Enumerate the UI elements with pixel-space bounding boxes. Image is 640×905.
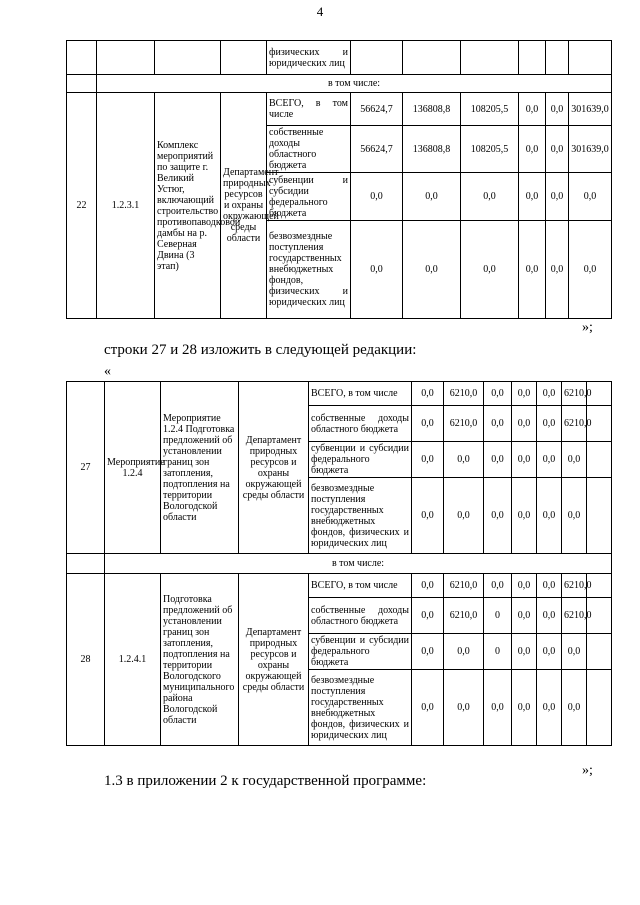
program-table-rows-27-28 (66, 381, 612, 746)
empty-cell (67, 41, 97, 75)
value-cell: 0,0 (444, 670, 484, 746)
source-label: субвенции и субсидии федерального бюджета (267, 173, 351, 221)
value-cell: 56624,7 (351, 126, 403, 173)
source-label: ВСЕГО, в том числе (267, 93, 351, 126)
source-label: субвенции и субсидии федерального бюджета (309, 442, 412, 478)
source-label: безвозмездные поступления государственных внебюджетных фондов, физических и юридических лиц (309, 670, 412, 746)
value-cell: 0,0 (412, 478, 444, 554)
value-cell: 0,0 (537, 598, 562, 634)
page-number: 4 (316, 4, 324, 19)
value-cell: 0,0 (537, 634, 562, 670)
value-cell: 0,0 (512, 406, 537, 442)
empty-cell (155, 41, 221, 75)
value-cell: 0,0 (519, 221, 546, 319)
value-cell: 0,0 (484, 406, 512, 442)
activity-name: Мероприятие 1.2.4 Подготовка предложений об установлении границ зон затопления, подтопления на территории Вологодской области (161, 382, 239, 554)
value-cell: 0,0 (569, 173, 612, 221)
empty-cell (587, 634, 612, 670)
value-cell: 6210,0 (562, 382, 587, 406)
empty-cell (67, 554, 105, 574)
source-label: ВСЕГО, в том числе (309, 382, 412, 406)
source-label: ВСЕГО, в том числе (309, 574, 412, 598)
value-cell: 0,0 (569, 221, 612, 319)
value-cell: 6210,0 (444, 574, 484, 598)
value-cell: 0,0 (484, 478, 512, 554)
value-cell: 6210,0 (562, 598, 587, 634)
value-cell: 0,0 (546, 93, 569, 126)
value-cell: 6210,0 (444, 598, 484, 634)
value-cell: 0,0 (519, 173, 546, 221)
value-cell: 0,0 (512, 478, 537, 554)
value-cell: 0,0 (412, 574, 444, 598)
value-cell: 0,0 (484, 670, 512, 746)
closing-quote: »; (582, 320, 593, 335)
empty-cell (351, 41, 403, 75)
source-label: собственные доходы областного бюджета (309, 598, 412, 634)
in-that-number-label: в том числе: (105, 554, 612, 574)
value-cell: 0,0 (519, 126, 546, 173)
value-cell: 0,0 (412, 406, 444, 442)
row-code: 1.2.4.1 (105, 574, 161, 746)
value-cell: 0,0 (444, 634, 484, 670)
empty-cell (67, 75, 97, 93)
value-cell: 0,0 (562, 634, 587, 670)
row-number: 22 (67, 93, 97, 319)
value-cell: 0,0 (484, 442, 512, 478)
empty-cell (461, 41, 519, 75)
value-cell: 0,0 (562, 670, 587, 746)
source-label: собственные доходы областного бюджета (309, 406, 412, 442)
value-cell: 56624,7 (351, 93, 403, 126)
source-label: собственные доходы областного бюджета (267, 126, 351, 173)
value-cell: 0,0 (461, 221, 519, 319)
value-cell: 6210,0 (562, 574, 587, 598)
value-cell: 0,0 (512, 442, 537, 478)
empty-cell (587, 478, 612, 554)
value-cell: 0,0 (512, 382, 537, 406)
value-cell: 0,0 (412, 598, 444, 634)
value-cell: 108205,5 (461, 126, 519, 173)
value-cell: 0,0 (512, 670, 537, 746)
executor: Департамент природных ресурсов и охраны окружающей среды области (239, 382, 309, 554)
opening-quote: « (104, 364, 111, 379)
value-cell: 0,0 (512, 598, 537, 634)
value-cell: 0 (484, 598, 512, 634)
row-code: 1.2.3.1 (97, 93, 155, 319)
value-cell: 0,0 (537, 442, 562, 478)
value-cell: 0,0 (351, 221, 403, 319)
value-cell: 6210,0 (444, 406, 484, 442)
in-that-number-label: в том числе: (97, 75, 612, 93)
value-cell: 0,0 (351, 173, 403, 221)
value-cell: 0,0 (519, 93, 546, 126)
executor: Департамент природных ресурсов и охраны окружающей среды области (239, 574, 309, 746)
activity-name: Подготовка предложений об установлении границ зон затопления, подтопления на территории Вологодского муниципального района Вологодской области (161, 574, 239, 746)
source-label: безвозмездные поступления государственных внебюджетных фондов, физических и юридических лиц (309, 478, 412, 554)
program-table-row-22 (66, 40, 612, 319)
closing-quote: »; (582, 763, 593, 778)
empty-cell (546, 41, 569, 75)
value-cell: 0,0 (562, 478, 587, 554)
paragraph-edit-rows: строки 27 и 28 изложить в следующей редакции: (104, 342, 417, 358)
value-cell: 0,0 (546, 173, 569, 221)
value-cell: 0,0 (512, 634, 537, 670)
value-cell: 0,0 (444, 478, 484, 554)
value-cell: 0,0 (484, 574, 512, 598)
value-cell: 0 (484, 634, 512, 670)
row-number: 27 (67, 382, 105, 554)
empty-cell (97, 41, 155, 75)
source-label: субвенции и субсидии федерального бюджета (309, 634, 412, 670)
value-cell: 0,0 (412, 442, 444, 478)
empty-cell (519, 41, 546, 75)
value-cell: 0,0 (537, 478, 562, 554)
row-code: Мероприятие 1.2.4 (105, 382, 161, 554)
value-cell: 0,0 (537, 382, 562, 406)
value-cell: 0,0 (412, 670, 444, 746)
value-cell: 0,0 (412, 634, 444, 670)
empty-cell (403, 41, 461, 75)
value-cell: 0,0 (403, 221, 461, 319)
empty-cell (587, 442, 612, 478)
empty-cell (587, 670, 612, 746)
value-cell: 0,0 (512, 574, 537, 598)
value-cell: 6210,0 (444, 382, 484, 406)
value-cell: 0,0 (546, 221, 569, 319)
paragraph-appendix-2: 1.3 в приложении 2 к государственной программе: (104, 773, 427, 789)
activity-name: Комплекс мероприятий по защите г. Великий Устюг, включающий строительство противопаводковой дамбы на р. Северная Двина (3 этап) (155, 93, 221, 319)
row-number: 28 (67, 574, 105, 746)
value-cell: 136808,8 (403, 126, 461, 173)
value-cell: 0,0 (537, 406, 562, 442)
empty-cell (569, 41, 612, 75)
executor: Департамент природных ресурсов и охраны окружающей среды области (221, 93, 267, 319)
top-fragment-cell: физических и юридических лиц (267, 41, 351, 75)
value-cell: 301639,0 (569, 126, 612, 173)
value-cell: 301639,0 (569, 93, 612, 126)
empty-cell (221, 41, 267, 75)
value-cell: 0,0 (444, 442, 484, 478)
value-cell: 136808,8 (403, 93, 461, 126)
value-cell: 0,0 (484, 382, 512, 406)
value-cell: 0,0 (537, 574, 562, 598)
value-cell: 6210,0 (562, 406, 587, 442)
value-cell: 0,0 (412, 382, 444, 406)
value-cell: 108205,5 (461, 93, 519, 126)
value-cell: 0,0 (546, 126, 569, 173)
source-label: безвозмездные поступления государственных внебюджетных фондов, физических и юридических лиц (267, 221, 351, 319)
value-cell: 0,0 (562, 442, 587, 478)
value-cell: 0,0 (537, 670, 562, 746)
value-cell: 0,0 (461, 173, 519, 221)
value-cell: 0,0 (403, 173, 461, 221)
